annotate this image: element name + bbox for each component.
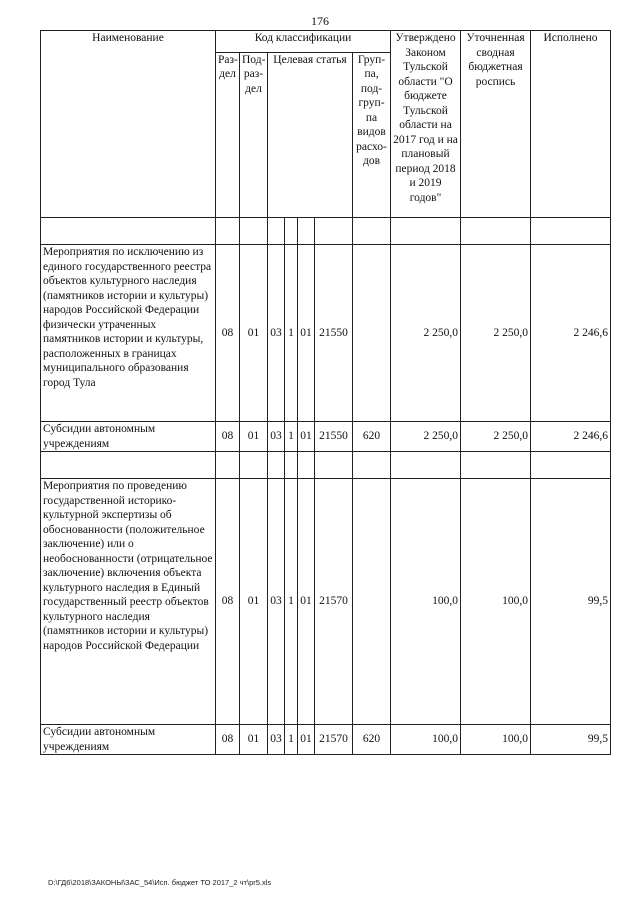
header-name: Наименование xyxy=(41,31,216,218)
row-name: Субсидии автономным учреждениям xyxy=(41,725,216,755)
cell-refined: 2 250,0 xyxy=(461,422,531,452)
cell-approved: 2 250,0 xyxy=(391,422,461,452)
cell-target-2: 1 xyxy=(285,725,298,755)
cell-razdel: 08 xyxy=(216,422,240,452)
cell-podrazdel: 01 xyxy=(240,422,268,452)
cell-approved: 100,0 xyxy=(391,725,461,755)
cell-target-2: 1 xyxy=(285,422,298,452)
cell-executed: 99,5 xyxy=(531,479,611,725)
row-name: Мероприятия по проведению государственной историко-культурной экспертизы об обоснованности (положительное заключение) или о необоснованности (отрицательное заключение) включения объекта культурного наследия в Единый государственный реестр объектов культурного наследия (памятников истории и культуры) народов Российской Федерации xyxy=(41,479,216,725)
cell-razdel: 08 xyxy=(216,725,240,755)
cell-approved: 2 250,0 xyxy=(391,245,461,422)
cell-executed: 99,5 xyxy=(531,725,611,755)
cell-refined: 2 250,0 xyxy=(461,245,531,422)
cell-razdel: 08 xyxy=(216,245,240,422)
header-classification: Код классификации xyxy=(216,31,391,53)
cell-executed: 2 246,6 xyxy=(531,422,611,452)
header-expense-group: Груп-па, под-груп-па видов расхо-дов xyxy=(353,52,391,217)
page-number: 176 xyxy=(311,14,329,28)
cell-target-3: 01 xyxy=(298,725,315,755)
cell-target-4: 21570 xyxy=(315,479,353,725)
header-row-1 xyxy=(41,31,611,53)
header-subsection: Под-раз-дел xyxy=(240,52,268,217)
cell-target-1: 03 xyxy=(268,725,285,755)
table-row xyxy=(41,245,611,422)
cell-target-4: 21550 xyxy=(315,245,353,422)
cell-executed: 2 246,6 xyxy=(531,245,611,422)
cell-target-3: 01 xyxy=(298,245,315,422)
cell-razdel: 08 xyxy=(216,479,240,725)
table-row xyxy=(41,422,611,452)
cell-podrazdel: 01 xyxy=(240,725,268,755)
cell-expense-group xyxy=(353,479,391,725)
header-executed: Исполнено xyxy=(531,31,611,218)
header-approved: Утверждено Законом Тульской области "О бюджете Тульской области на 2017 год и на плановый период 2018 и 2019 годов" xyxy=(391,31,461,218)
header-section: Раз-дел xyxy=(216,52,240,217)
cell-target-3: 01 xyxy=(298,422,315,452)
cell-refined: 100,0 xyxy=(461,725,531,755)
cell-approved: 100,0 xyxy=(391,479,461,725)
cell-expense-group: 620 xyxy=(353,725,391,755)
cell-expense-group xyxy=(353,245,391,422)
cell-target-2: 1 xyxy=(285,479,298,725)
header-refined: Уточненная сводная бюджетная роспись xyxy=(461,31,531,218)
file-path-footer: D:\ГД6\2018\ЗАКОНЫ\ЗАС_54\Исп. бюджет ТО 2017_2 чт\pr5.xls xyxy=(48,878,272,887)
spacer-row xyxy=(41,452,611,479)
table-row xyxy=(41,479,611,725)
table-row xyxy=(41,725,611,755)
cell-target-2: 1 xyxy=(285,245,298,422)
cell-target-4: 21570 xyxy=(315,725,353,755)
cell-target-1: 03 xyxy=(268,479,285,725)
cell-target-1: 03 xyxy=(268,245,285,422)
cell-target-1: 03 xyxy=(268,422,285,452)
header-target: Целевая статья xyxy=(268,52,353,217)
spacer-row xyxy=(41,218,611,245)
cell-podrazdel: 01 xyxy=(240,479,268,725)
row-name: Мероприятия по исключению из единого государственного реестра объектов культурного наследия (памятников истории и культуры) народов Российской Федерации физически утраченных памятников истории и культуры, расположенных в границах муниципального образования город Тула xyxy=(41,245,216,422)
cell-refined: 100,0 xyxy=(461,479,531,725)
row-name: Субсидии автономным учреждениям xyxy=(41,422,216,452)
cell-target-3: 01 xyxy=(298,479,315,725)
cell-expense-group: 620 xyxy=(353,422,391,452)
cell-podrazdel: 01 xyxy=(240,245,268,422)
budget-table xyxy=(40,30,611,755)
cell-target-4: 21550 xyxy=(315,422,353,452)
